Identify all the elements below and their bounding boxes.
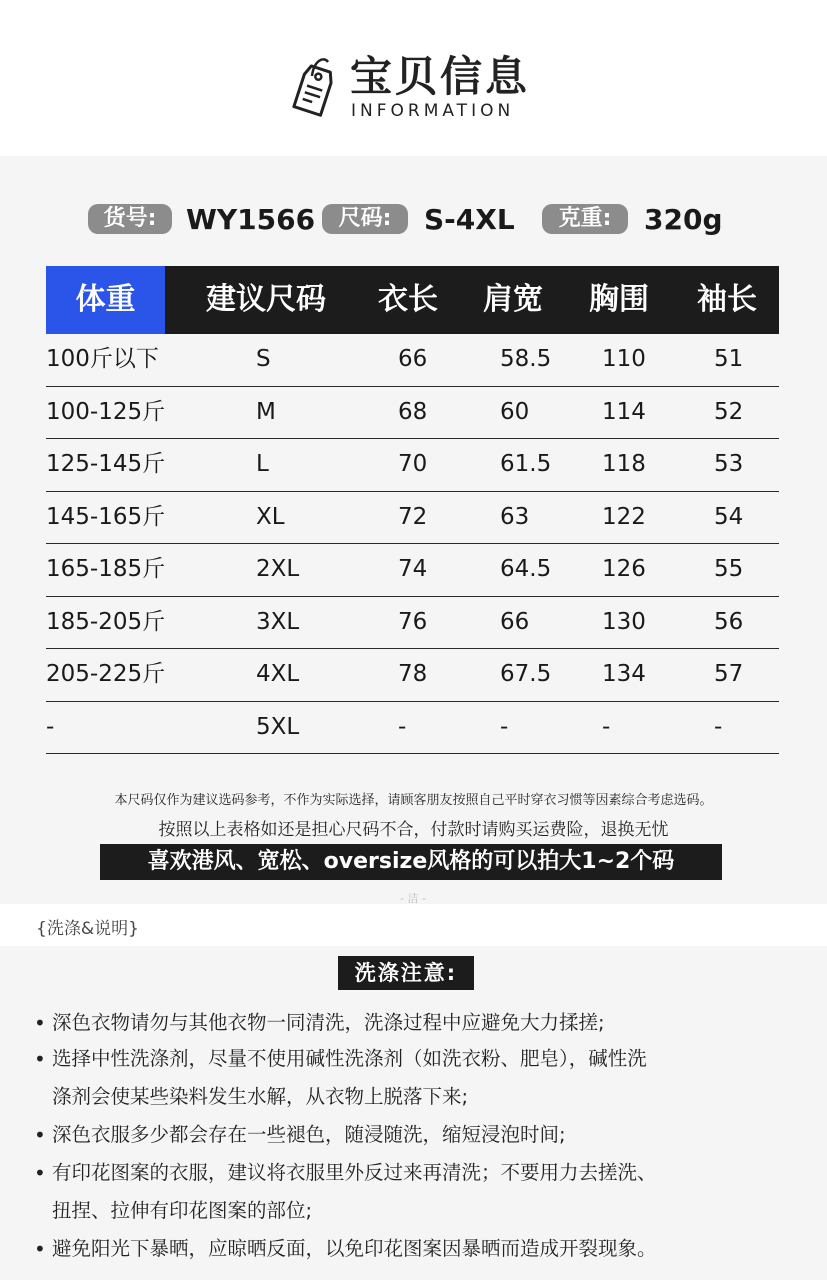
- cell-sleeve: -: [714, 713, 723, 740]
- cell-size: 2XL: [256, 556, 300, 582]
- bullet-icon: •: [34, 1161, 46, 1185]
- bullet-icon: •: [34, 1237, 46, 1261]
- header-body-weight: 体重: [46, 266, 165, 334]
- cell-sleeve: 52: [714, 398, 744, 425]
- table-row: [46, 597, 779, 650]
- cell-sleeve: 51: [714, 346, 744, 372]
- wash-line-text: 深色衣服多少都会存在一些褪色，随浸随洗，缩短浸泡时间;: [52, 1123, 566, 1146]
- table-row: [46, 702, 779, 755]
- cell-size: 5XL: [256, 713, 300, 740]
- cell-length: 74: [398, 556, 428, 582]
- cell-shoulder: 64.5: [500, 556, 552, 582]
- cell-body-weight: 145-165斤: [46, 503, 166, 530]
- cell-sleeve: 56: [714, 608, 744, 635]
- shipping-insurance-note: 按照以上表格如还是担心尺码不合，付款时请购买运费险，退换无忧: [158, 820, 669, 840]
- cell-chest: -: [602, 713, 611, 740]
- cell-body-weight: -: [46, 713, 55, 740]
- wash-line: [34, 1158, 657, 1188]
- wash-line-text: 扭捏、拉伸有印花图案的部位;: [52, 1199, 313, 1222]
- wash-line-text: 选择中性洗涤剂，尽量不使用碱性洗涤剂（如洗衣粉、肥皂），碱性洗: [52, 1047, 647, 1070]
- size-range-value: S-4XL: [424, 203, 515, 236]
- wash-line-text: 深色衣物请勿与其他衣物一同清洗，洗涤过程中应避免大力揉搓;: [52, 1011, 605, 1034]
- cell-body-weight: 125-145斤: [46, 451, 166, 477]
- wash-title: 洗涤注意:: [338, 956, 474, 990]
- size-disclaimer: 本尺码仅作为建议选码参考，不作为实际选择，请顾客朋友按照自己平时穿衣习惯等因素综合考虑选码。: [114, 793, 713, 808]
- cell-size: XL: [256, 503, 285, 530]
- cell-chest: 126: [602, 556, 646, 582]
- cell-body-weight: 165-185斤: [46, 556, 166, 582]
- wash-line: [34, 1008, 605, 1038]
- table-row: [46, 439, 779, 492]
- cell-body-weight: 185-205斤: [46, 608, 166, 635]
- wash-section-tag: {洗涤&说明}: [36, 919, 139, 939]
- wash-line: [52, 1082, 468, 1112]
- bullet-icon: •: [34, 1123, 46, 1147]
- cell-shoulder: 58.5: [500, 346, 552, 372]
- cell-sleeve: 53: [714, 451, 744, 477]
- cell-sleeve: 54: [714, 503, 744, 530]
- cell-chest: 110: [602, 346, 646, 372]
- weight-label: 克重:: [542, 204, 628, 234]
- table-row: [46, 492, 779, 545]
- wash-line-text: 涤剂会使某些染料发生水解，从衣物上脱落下来;: [52, 1085, 469, 1108]
- item-number-label: 货号:: [88, 204, 172, 234]
- item-number-value: WY1566: [186, 203, 316, 236]
- cell-length: 70: [398, 451, 428, 477]
- cell-shoulder: 61.5: [500, 451, 552, 477]
- header-length: 衣长: [378, 282, 438, 317]
- cell-length: -: [398, 713, 407, 740]
- cell-shoulder: 66: [500, 608, 530, 635]
- weight-value: 320g: [644, 203, 723, 236]
- cell-sleeve: 55: [714, 556, 744, 582]
- cell-length: 72: [398, 503, 428, 530]
- table-row: [46, 334, 779, 387]
- cell-chest: 114: [602, 398, 646, 425]
- size-range-label: 尺码:: [322, 204, 408, 234]
- cell-shoulder: 67.5: [500, 661, 552, 687]
- faint-mark: - 洁 -: [400, 892, 426, 905]
- wash-line: [34, 1044, 647, 1074]
- header-shoulder: 肩宽: [483, 282, 543, 317]
- bullet-icon: •: [34, 1011, 46, 1035]
- cell-chest: 122: [602, 503, 646, 530]
- cell-shoulder: 60: [500, 398, 530, 425]
- header-suggested-size: 建议尺码: [206, 282, 326, 317]
- page-subtitle: INFORMATION: [351, 101, 515, 121]
- wash-line-text: 避免阳光下暴晒，应晾晒反面，以免印花图案因暴晒而造成开裂现象。: [52, 1237, 657, 1260]
- spec-row: [0, 200, 827, 240]
- cell-shoulder: -: [500, 713, 509, 740]
- wash-line: [34, 1120, 566, 1150]
- table-body: [46, 334, 779, 754]
- cell-length: 66: [398, 346, 428, 372]
- cell-body-weight: 205-225斤: [46, 661, 166, 687]
- header: [0, 0, 827, 156]
- oversize-banner: 喜欢港风、宽松、oversize风格的可以拍大1~2个码: [100, 844, 722, 880]
- cell-length: 68: [398, 398, 428, 425]
- header-sleeve: 袖长: [697, 282, 757, 317]
- table-row: [46, 544, 779, 597]
- wash-line: [52, 1196, 312, 1226]
- cell-chest: 130: [602, 608, 646, 635]
- wash-instructions: [0, 946, 827, 1280]
- cell-size: S: [256, 346, 271, 372]
- cell-sleeve: 57: [714, 661, 744, 687]
- page-title: 宝贝信息: [350, 52, 531, 101]
- cell-size: M: [256, 398, 276, 425]
- table-row: [46, 387, 779, 440]
- bullet-icon: •: [34, 1047, 46, 1071]
- cell-chest: 134: [602, 661, 646, 687]
- size-table: [46, 266, 779, 754]
- price-tag-icon: [290, 54, 338, 118]
- cell-body-weight: 100斤以下: [46, 346, 159, 372]
- cell-length: 78: [398, 661, 428, 687]
- cell-size: L: [256, 451, 269, 477]
- table-header: [46, 266, 779, 334]
- cell-size: 3XL: [256, 608, 300, 635]
- cell-shoulder: 63: [500, 503, 530, 530]
- wash-line-text: 有印花图案的衣服，建议将衣服里外反过来再清洗；不要用力去搓洗、: [52, 1161, 657, 1184]
- table-row: [46, 649, 779, 702]
- cell-length: 76: [398, 608, 428, 635]
- cell-body-weight: 100-125斤: [46, 398, 166, 425]
- cell-size: 4XL: [256, 661, 300, 687]
- size-panel: [0, 156, 827, 904]
- cell-chest: 118: [602, 451, 646, 477]
- wash-line: [34, 1234, 657, 1264]
- header-chest: 胸围: [589, 282, 649, 317]
